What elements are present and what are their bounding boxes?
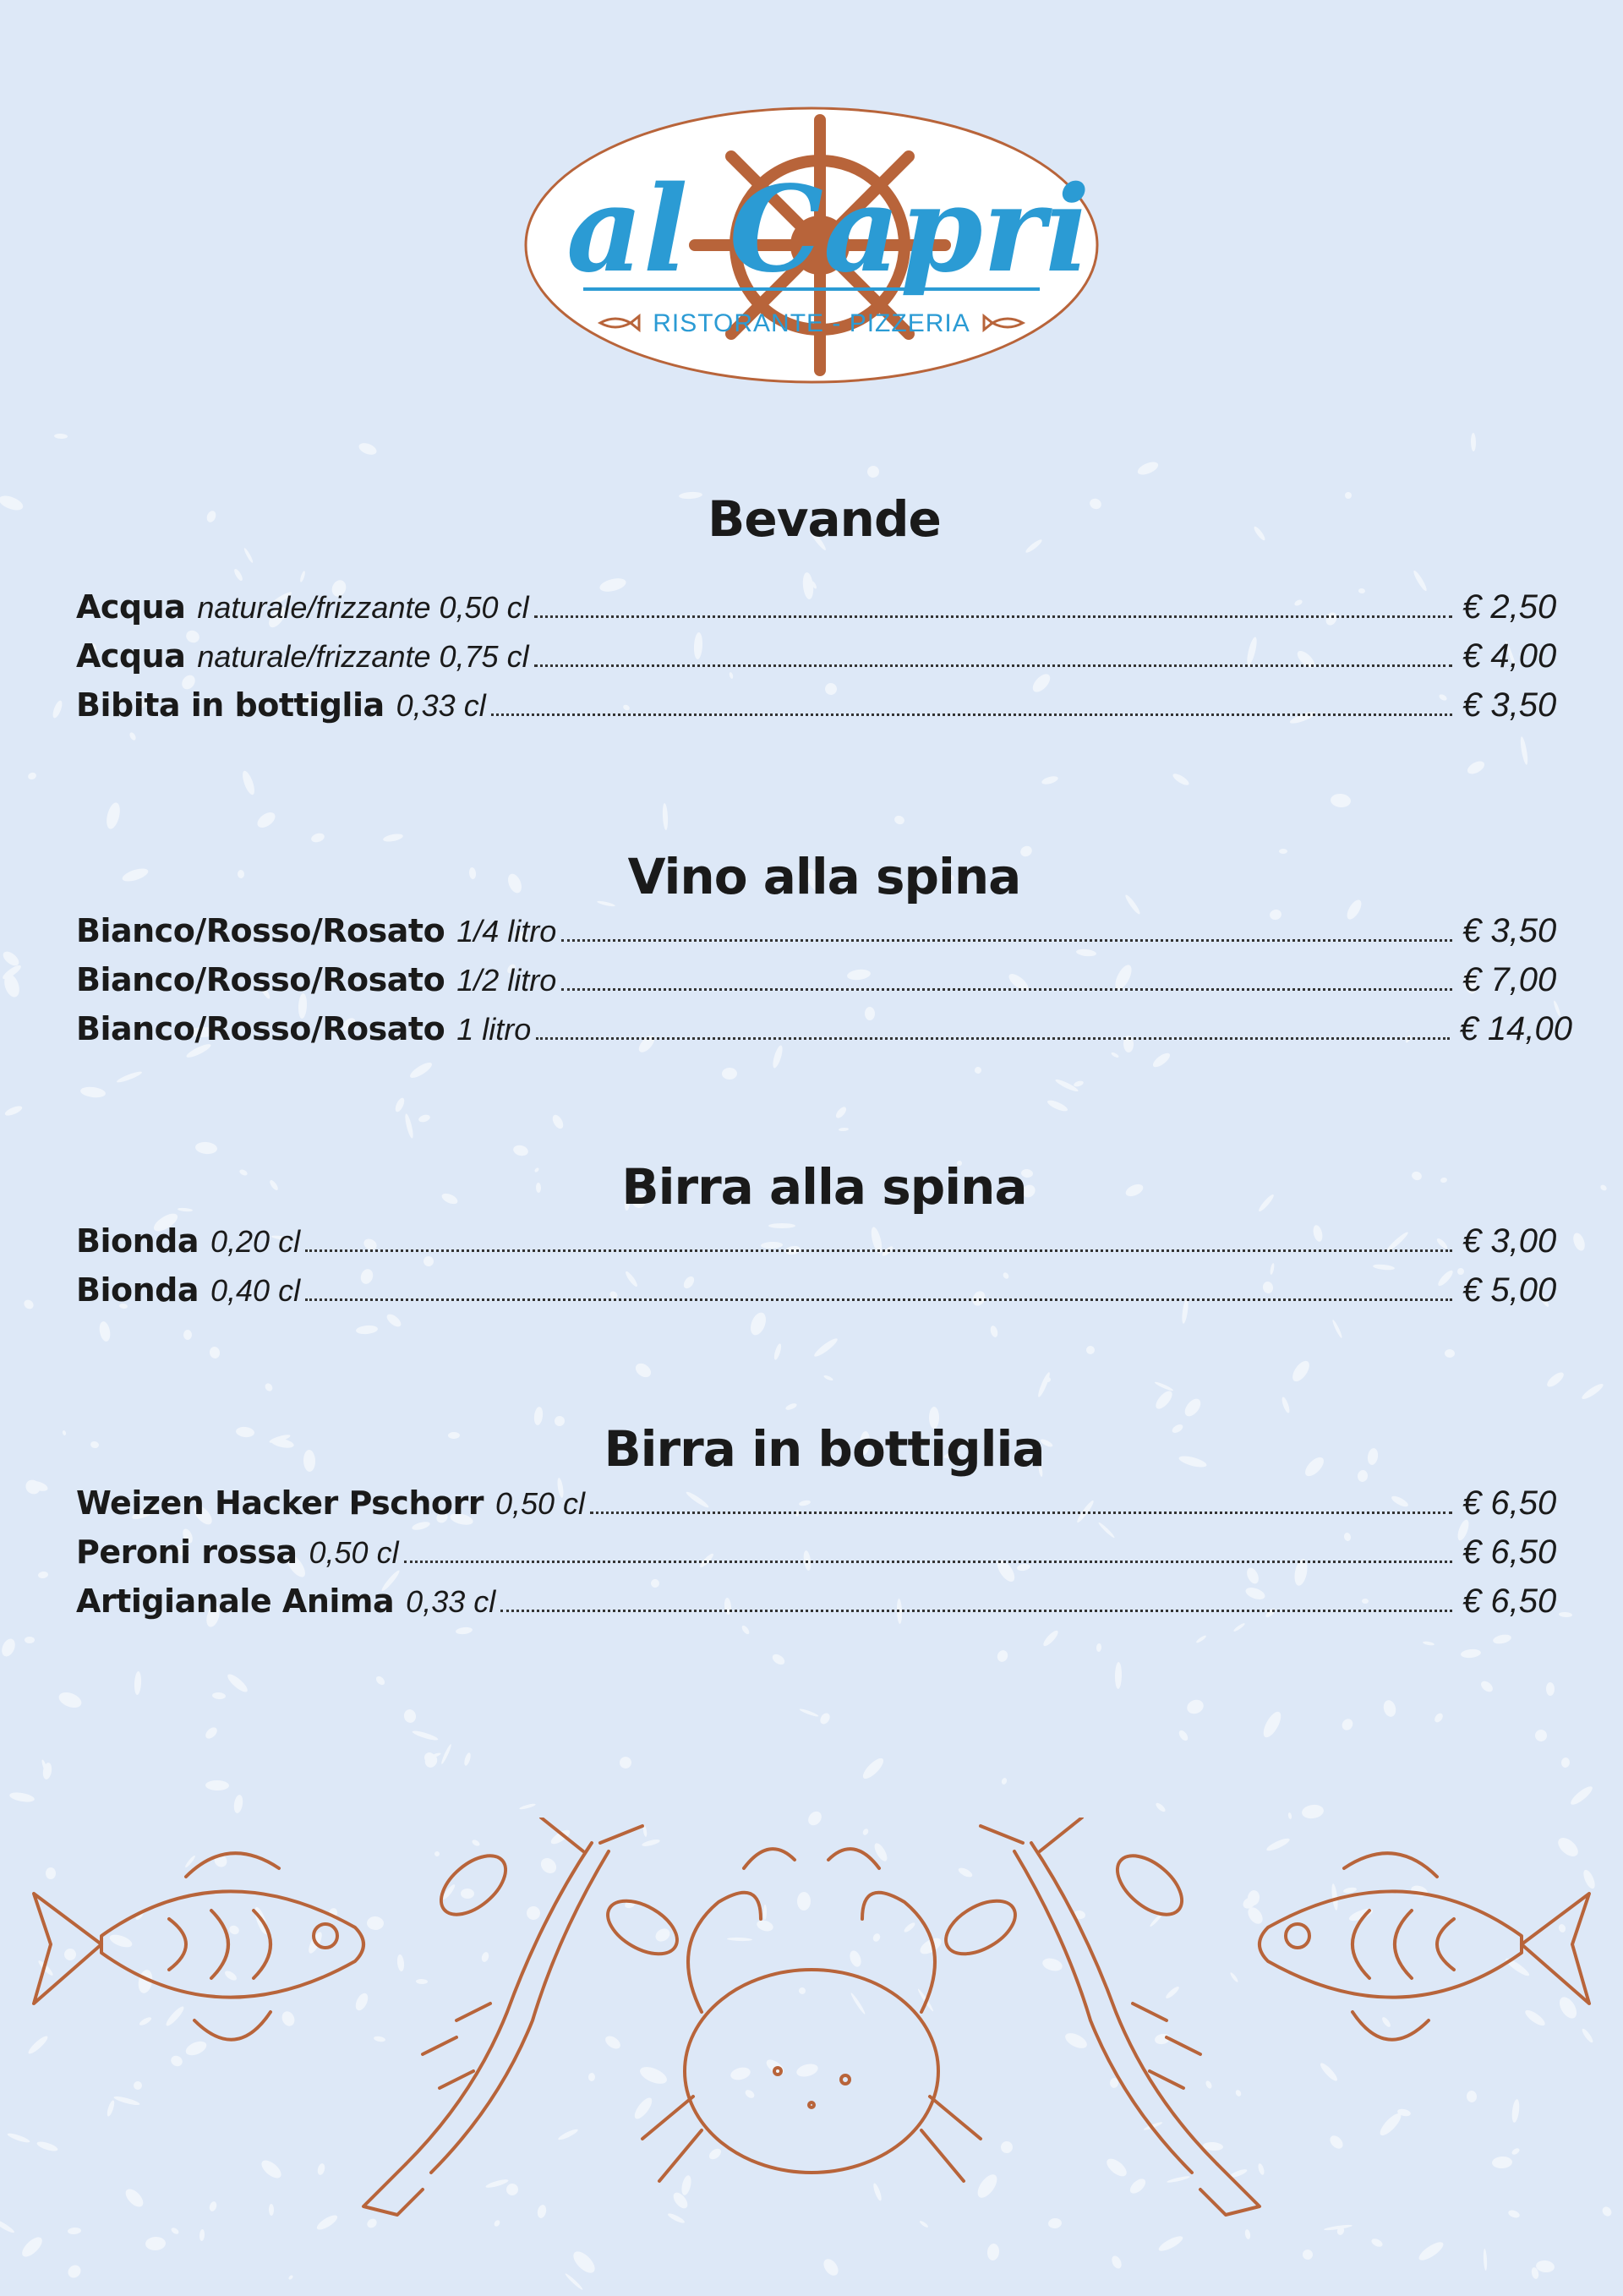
menu-item xyxy=(76,1222,1572,1271)
item-price: € 2,50 xyxy=(1462,588,1557,626)
item-price: € 3,50 xyxy=(1462,686,1557,724)
logo-subtitle: RISTORANTE - PIZZERIA xyxy=(653,309,970,337)
dot-leader xyxy=(561,987,1452,991)
fish-icon xyxy=(1260,1853,1589,2040)
item-description: 0,40 cl xyxy=(210,1273,301,1308)
item-description: 1/2 litro xyxy=(456,963,557,998)
item-description: 1/4 litro xyxy=(456,914,557,948)
item-name: Bianco/Rosso/Rosato xyxy=(76,912,445,949)
dot-leader xyxy=(561,938,1452,942)
item-name: Weizen Hacker Pschorr xyxy=(76,1484,484,1522)
menu-item xyxy=(76,1583,1572,1632)
section-bevande xyxy=(76,490,1572,735)
item-price: € 14,00 xyxy=(1459,1010,1572,1047)
item-price: € 7,00 xyxy=(1462,961,1557,998)
section-birra-in-bottiglia xyxy=(76,1420,1572,1632)
dot-leader xyxy=(536,1036,1449,1040)
item-price: € 3,50 xyxy=(1462,912,1557,949)
dot-leader xyxy=(534,664,1452,667)
section-title: Vino alla spina xyxy=(627,848,1021,905)
item-name: Acqua xyxy=(76,637,186,675)
item-description: 0,33 cl xyxy=(396,688,486,723)
menu-item xyxy=(76,912,1572,961)
dot-leader xyxy=(305,1298,1452,1301)
dot-leader xyxy=(500,1609,1452,1612)
section-title: Birra alla spina xyxy=(621,1158,1027,1216)
item-name: Bibita in bottiglia xyxy=(76,686,385,724)
item-name: Bianco/Rosso/Rosato xyxy=(76,1010,445,1047)
item-description: naturale/frizzante 0,75 cl xyxy=(197,639,529,674)
lobster-icon xyxy=(363,1818,686,2215)
menu-item xyxy=(76,1010,1572,1059)
menu-item xyxy=(76,637,1572,686)
item-price: € 3,00 xyxy=(1462,1222,1557,1260)
dot-leader xyxy=(534,615,1452,618)
dot-leader xyxy=(404,1560,1452,1563)
logo-wordmark: al Capri xyxy=(566,161,1090,299)
menu-item xyxy=(76,686,1572,735)
item-description: 1 litro xyxy=(456,1012,532,1047)
item-description: 0,33 cl xyxy=(406,1584,496,1619)
fish-icon xyxy=(34,1853,363,2040)
menu-item xyxy=(76,1271,1572,1320)
section-title: Bevande xyxy=(708,490,941,548)
item-price: € 5,00 xyxy=(1462,1271,1557,1309)
sea-creatures-illustration xyxy=(0,1818,1623,2257)
dot-leader xyxy=(305,1249,1452,1252)
item-description: 0,50 cl xyxy=(495,1486,586,1521)
menu-item xyxy=(76,1484,1572,1533)
item-price: € 6,50 xyxy=(1462,1533,1557,1571)
item-price: € 6,50 xyxy=(1462,1583,1557,1620)
menu-item xyxy=(76,961,1572,1010)
restaurant-logo xyxy=(516,101,1107,389)
menu-item xyxy=(76,588,1572,637)
item-price: € 6,50 xyxy=(1462,1484,1557,1522)
dot-leader xyxy=(590,1511,1452,1514)
item-name: Bianco/Rosso/Rosato xyxy=(76,961,445,998)
item-name: Acqua xyxy=(76,588,186,626)
section-vino-alla-spina xyxy=(76,848,1572,1059)
item-description: naturale/frizzante 0,50 cl xyxy=(197,590,529,625)
dot-leader xyxy=(491,713,1452,716)
item-name: Bionda xyxy=(76,1222,199,1260)
crab-icon xyxy=(642,1849,981,2181)
section-title: Birra in bottiglia xyxy=(604,1420,1045,1478)
item-name: Peroni rossa xyxy=(76,1533,298,1571)
item-description: 0,50 cl xyxy=(309,1535,399,1570)
section-birra-alla-spina xyxy=(76,1158,1572,1320)
lobster-icon xyxy=(937,1818,1260,2215)
item-name: Artigianale Anima xyxy=(76,1583,395,1620)
item-price: € 4,00 xyxy=(1462,637,1557,675)
item-name: Bionda xyxy=(76,1271,199,1309)
item-description: 0,20 cl xyxy=(210,1224,301,1259)
menu-item xyxy=(76,1533,1572,1583)
